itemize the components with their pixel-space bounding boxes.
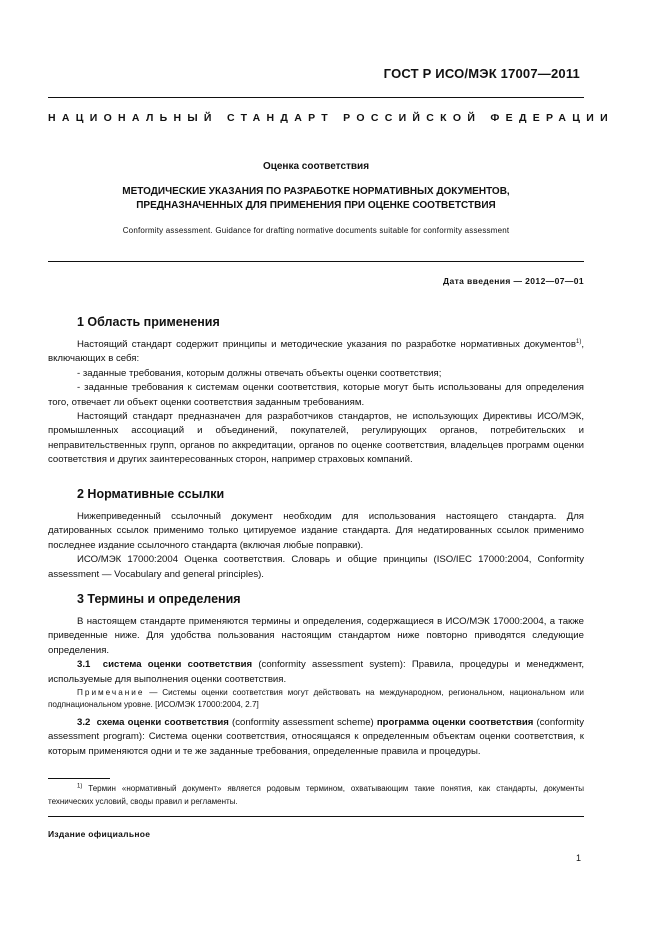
section-1-body (48, 338, 584, 468)
section-2-heading: 2 Нормативные ссылки (77, 487, 225, 501)
section-1-para-1: Настоящий стандарт содержит принципы и методические указания по разработке нормативных документов$^{1)}$, включающих в себя: (48, 338, 584, 365)
page-number: 1 (575, 853, 581, 863)
term-3-2: 3.2 схема оценки соответствия (conformity assessment scheme) программа оценки соответствия (conformity assessment program): Система оценки соответствия, относящаяся к определенным объектам оценки соответствия, к которым применяются одни и те же заданные требования, определенные правила и процедуры. (48, 717, 584, 757)
section-2-body (48, 510, 584, 582)
footer-rule (48, 816, 584, 817)
section-2-para-1: Нижеприведенный ссылочный документ необходим для использования настоящего стандарта. Для датированных ссылок применимо только цитируемое издание стандарта. Для недатированных ссылок применимо последнее издание ссылочного стандарта (включая любые поправки). (48, 511, 584, 551)
list-item: - заданные требования к системам оценки соответствия, которые могут быть использованы для определения того, отвечает ли объект оценки соответствия заданным требованиям. (48, 382, 584, 408)
main-title-line1: МЕТОДИЧЕСКИЕ УКАЗАНИЯ ПО РАЗРАБОТКЕ НОРМАТИВНЫХ ДОКУМЕНТОВ, (122, 186, 510, 197)
footnote-ref: 1) (575, 338, 582, 345)
section-3-body (48, 615, 584, 687)
main-title-line2: ПРЕДНАЗНАЧЕННЫХ ДЛЯ ПРИМЕНЕНИЯ ПРИ ОЦЕНКЕ СООТВЕТСТВИЯ (136, 200, 496, 211)
english-title: Conformity assessment. Guidance for drafting normative documents suitable for conformity assessment (122, 226, 510, 235)
section-1-heading: 1 Область применения (77, 315, 220, 329)
footnote-rule (48, 778, 110, 779)
list-item: - заданные требования, которым должны отвечать объекты оценки соответствия; (77, 367, 442, 379)
standard-code: ГОСТ Р ИСО/МЭК 17007—2011 (383, 66, 580, 81)
section-3-para-1: В настоящем стандарте применяются термины и определения, содержащиеся в ИСО/МЭК 17000:2004, а также приведенные ниже. Для удобства пользования настоящим стандартом ниже повторно приводятся следующие определения. (48, 616, 584, 656)
note-3-1: Примечание — Системы оценки соответствия могут действовать на международном, региональном, национальном или подпнациональном уровне. [ИСО/МЭК 17000:2004, 2.7] (48, 688, 584, 710)
section-2-reference: ИСО/МЭК 17000:2004 Оценка соответствия. Словарь и общие принципы (ISO/IEC 17000:2004, Conformity assessment — Vocabulary and general principles). (48, 554, 584, 580)
title-rule (48, 261, 584, 262)
official-edition-label: Издание официальное (48, 829, 151, 839)
subject-title: Оценка соответствия (262, 161, 370, 172)
term-3-1: 3.1 система оценки соответствия (conformity assessment system): Правила, процедуры и менеджмент, используемые для выполнения оценки соответствия. (48, 659, 584, 685)
footnote-mark: 1) (77, 783, 83, 790)
top-rule (48, 97, 584, 98)
term-3-2-block (48, 716, 584, 759)
footnote: $^{1)}$ Термин «нормативный документ» является родовым термином, охватывающим такие понятия, как стандарты, документы технических условий, своды правил и регламенты. (48, 783, 584, 806)
national-standard-banner: НАЦИОНАЛЬНЫЙ СТАНДАРТ РОССИЙСКОЙ ФЕДЕРАЦИИ (48, 112, 614, 124)
introduction-date: Дата введения — 2012—07—01 (443, 276, 584, 286)
section-1-para-2: Настоящий стандарт предназначен для разработчиков стандартов, не использующих Директивы ИСО/МЭК, промышленных ассоциаций и объединений, покупателей, регулирующих органов, потребительских и неправительственных групп, органов по аккредитации, органов по оценке соответствия, владельцев программ оценки соответствия и других заинтересованных сторон, например страховых компаний. (48, 411, 584, 466)
main-title (48, 185, 584, 213)
section-3-heading: 3 Термины и определения (77, 592, 241, 606)
